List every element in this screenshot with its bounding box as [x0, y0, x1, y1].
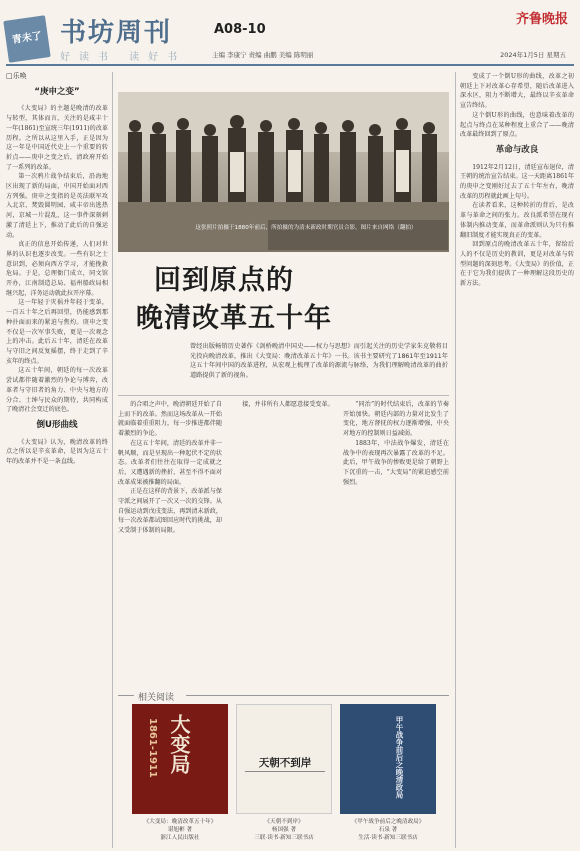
middle-paragraph: “同治”的时代结束后，改革的节奏开始加快。朝廷内部的力量对比发生了变化，地方督抚的权力逐渐增强，中央对地方的控制则日益减弱。: [343, 401, 449, 438]
left-paragraph: 这一年轻于灾祸并年轻于变革，一百五十年之后再回望，仍能感到那种扑面而来的紧迫与焦灼。庚申之变不仅是一次军事失败，更是一次观念上的冲击。此后五十年，清廷在改革与守旧之间反复摇摆，终于走到了辛亥年的终点。: [6, 299, 108, 365]
book-cover-1: [132, 704, 228, 814]
author-byline: □乐唤: [6, 72, 27, 80]
middle-paragraph: 接，并非所有人都愿意接受变革。: [242, 401, 334, 408]
section-logo: 青未了: [3, 15, 50, 62]
left-paragraph: 《大变局》的主题是晚清的改革与转型，其体而言，关注的是咸丰十一年(1861)至宣统三年(1911)的改革历程。之所以从这里入手，正是因为这一年是中国近代史上一个重要的转折点——庚申之变之后，清政府开始了一系列的改革。: [6, 105, 108, 171]
right-paragraph: 在读者看来，这种转折的背后，是改革与革命之间的张力。改良派希望在现有体制内推动变革，而革命派则认为只有推翻旧制度才能实现真正的变革。: [460, 202, 574, 239]
left-paragraph: 《大变局》认为，晚清改革的终点之所以是辛亥革命，是因为这五十年的改革并不是一条直线。: [6, 438, 108, 466]
book-caption-3: 《甲午战争前后之晚清政局》 石泉 著 生活·读书·新知三联书店: [351, 819, 425, 841]
page-number: A08-10: [214, 22, 266, 37]
newspaper-logo: 齐鲁晚报: [515, 12, 568, 27]
column-divider: [112, 72, 113, 848]
right-paragraph: 1912年2月12日，清廷宣布退位，清王朝的统治宣告结束。这一天距离1861年的庚申之变刚好过去了五十年左右，晚清改革的历程就此画上句号。: [460, 163, 574, 200]
article-abstract: 曾经出版畅销历史著作《剑桥晚清中国史——权力与思想》而引起关注的历史学家朱克敬将目光投向晚清改革，推出《大变局：晚清改革五十年》一书。该书主要研究了1861年至1911年这五十年间中国的改革进程，从宏观上梳理了改革的源流与脉络，为我们理解晚清改革的曲折道路提供了新的视角。: [190, 343, 448, 379]
middle-column-2: [230, 400, 336, 684]
book-cover-2-rule: [245, 771, 325, 772]
abstract-divider: [118, 395, 449, 396]
book-caption-2: 《天朝不到岸》 杨国强 著 三联·读书·新知三联书店: [254, 819, 314, 841]
right-paragraph: 变成了一个倒U形的曲线，改革之初朝廷上下对改革心存希望，随后改革进入深水区，阻力不断增大，最终以辛亥革命宣告终结。: [460, 73, 574, 110]
book-cover-3: [340, 704, 436, 814]
photo-caption: 这张照片拍摄于1880年前后，所拍摄的为清末新政时期官员合影，图片来自网络（翻拍）: [195, 225, 417, 231]
related-reading: [118, 690, 449, 848]
left-subhead-2: 倒U形曲线: [36, 419, 78, 430]
column-divider: [455, 72, 456, 848]
issue-date: 2024年1月5日 星期五: [500, 51, 566, 59]
middle-paragraph: 在这五十年间，清廷的改革并非一帆风顺，而是呈现出一种起伏不定的状态。改革者们往往在取得一定成就之后，又遭遇新的挫折，甚至不得不面对改革成果被推翻的局面。: [118, 439, 222, 486]
book-cover-1-title: 大变局: [167, 714, 191, 774]
editor-credits: 主编 李康宁 责编 曲鹏 美编 陈明丽: [212, 51, 314, 59]
book-cover-2-title: 天朝不到岸: [258, 757, 312, 769]
book-caption-1: 《大变局：晚清改革五十年》 谌旭彬 著 浙江人民出版社: [143, 819, 217, 841]
right-subhead: 革命与改良: [495, 144, 539, 155]
middle-column-1: [118, 400, 222, 684]
left-paragraph: 真正的信息开始传递，人们对世界的认识也逐步改变。一些有识之士意识到，必须向西方学习，才能挽救危局。于是，总理衙门成立，同文馆开办，江南制造总局、福州船政局相继兴起，洋务运动就此拉开序幕。: [6, 241, 108, 297]
book-cover-3-title: 甲午战争前后之晚清政局: [395, 716, 404, 799]
related-rule-left: [118, 695, 134, 696]
headline-line-2: 晚清改革五十年: [136, 303, 332, 334]
middle-column-3: [343, 400, 449, 684]
middle-paragraph: 1883年，中法战争爆发，清廷在战争中的表现再次暴露了改革的不足。此后，甲午战争的惨败更是给了朝野上下沉重的一击，“大变局”的紧迫感空前强烈。: [343, 439, 449, 486]
main-headline: [136, 262, 332, 338]
middle-paragraph: 的合唱之声中，晚清朝廷开始了自上而下的改革。然而这场改革从一开始就面临着重重阻力，每一步推进都伴随着激烈的争论。: [118, 401, 222, 438]
left-column: [6, 72, 108, 848]
left-paragraph: 第一次鸦片战争结束后，沿海地区出现了新的局面，中国开始面对西方列强。庚申之变指的是英法联军攻入北京、焚毁圆明园、咸丰帝出逃热河，京城一片混乱，这一事件深刻刺激了清廷上下，推动了此后的自强运动。: [6, 173, 108, 239]
section-title: 书坊周刊: [60, 18, 173, 48]
right-paragraph: 回到原点的晚清改革五十年，留给后人的不仅是历史的教训，更是对改革与转型问题的深刻思考。《大变局》的价值，正在于它为我们提供了一种理解这段历史的新方法。: [460, 241, 574, 288]
book-cover-1-years: 1861-1911: [147, 718, 158, 778]
left-paragraph: 这五十年间，朝廷的每一次改革尝试都伴随着激烈的争论与博弈，改革者与守旧者的角力、中央与地方的分合、士绅与民众的期待，共同构成了晚清社会变迁的底色。: [6, 367, 108, 414]
left-subhead-1: “庚申之变”: [34, 86, 80, 97]
right-column: [460, 72, 574, 848]
right-paragraph: 这个倒U形的曲线，也意味着改革的起点与终点在某种程度上重合了——晚清改革最终回到了原点。: [460, 111, 574, 139]
middle-paragraph: 正是在这样的背景下，改革派与保守派之间展开了一次又一次的交锋。从自强运动到戊戌变法，再到清末新政，每一次改革都试图回应时代的挑战，却又受制于体制的局限。: [118, 488, 222, 535]
book-cover-2: [236, 704, 332, 814]
headline-line-1: 回到原点的: [154, 265, 294, 296]
masthead: [0, 0, 580, 66]
related-rule-right: [186, 695, 449, 696]
related-reading-title: 相关阅读: [138, 693, 175, 703]
masthead-rule: [6, 64, 574, 66]
section-slogan: 好读书 读好书: [60, 52, 187, 63]
